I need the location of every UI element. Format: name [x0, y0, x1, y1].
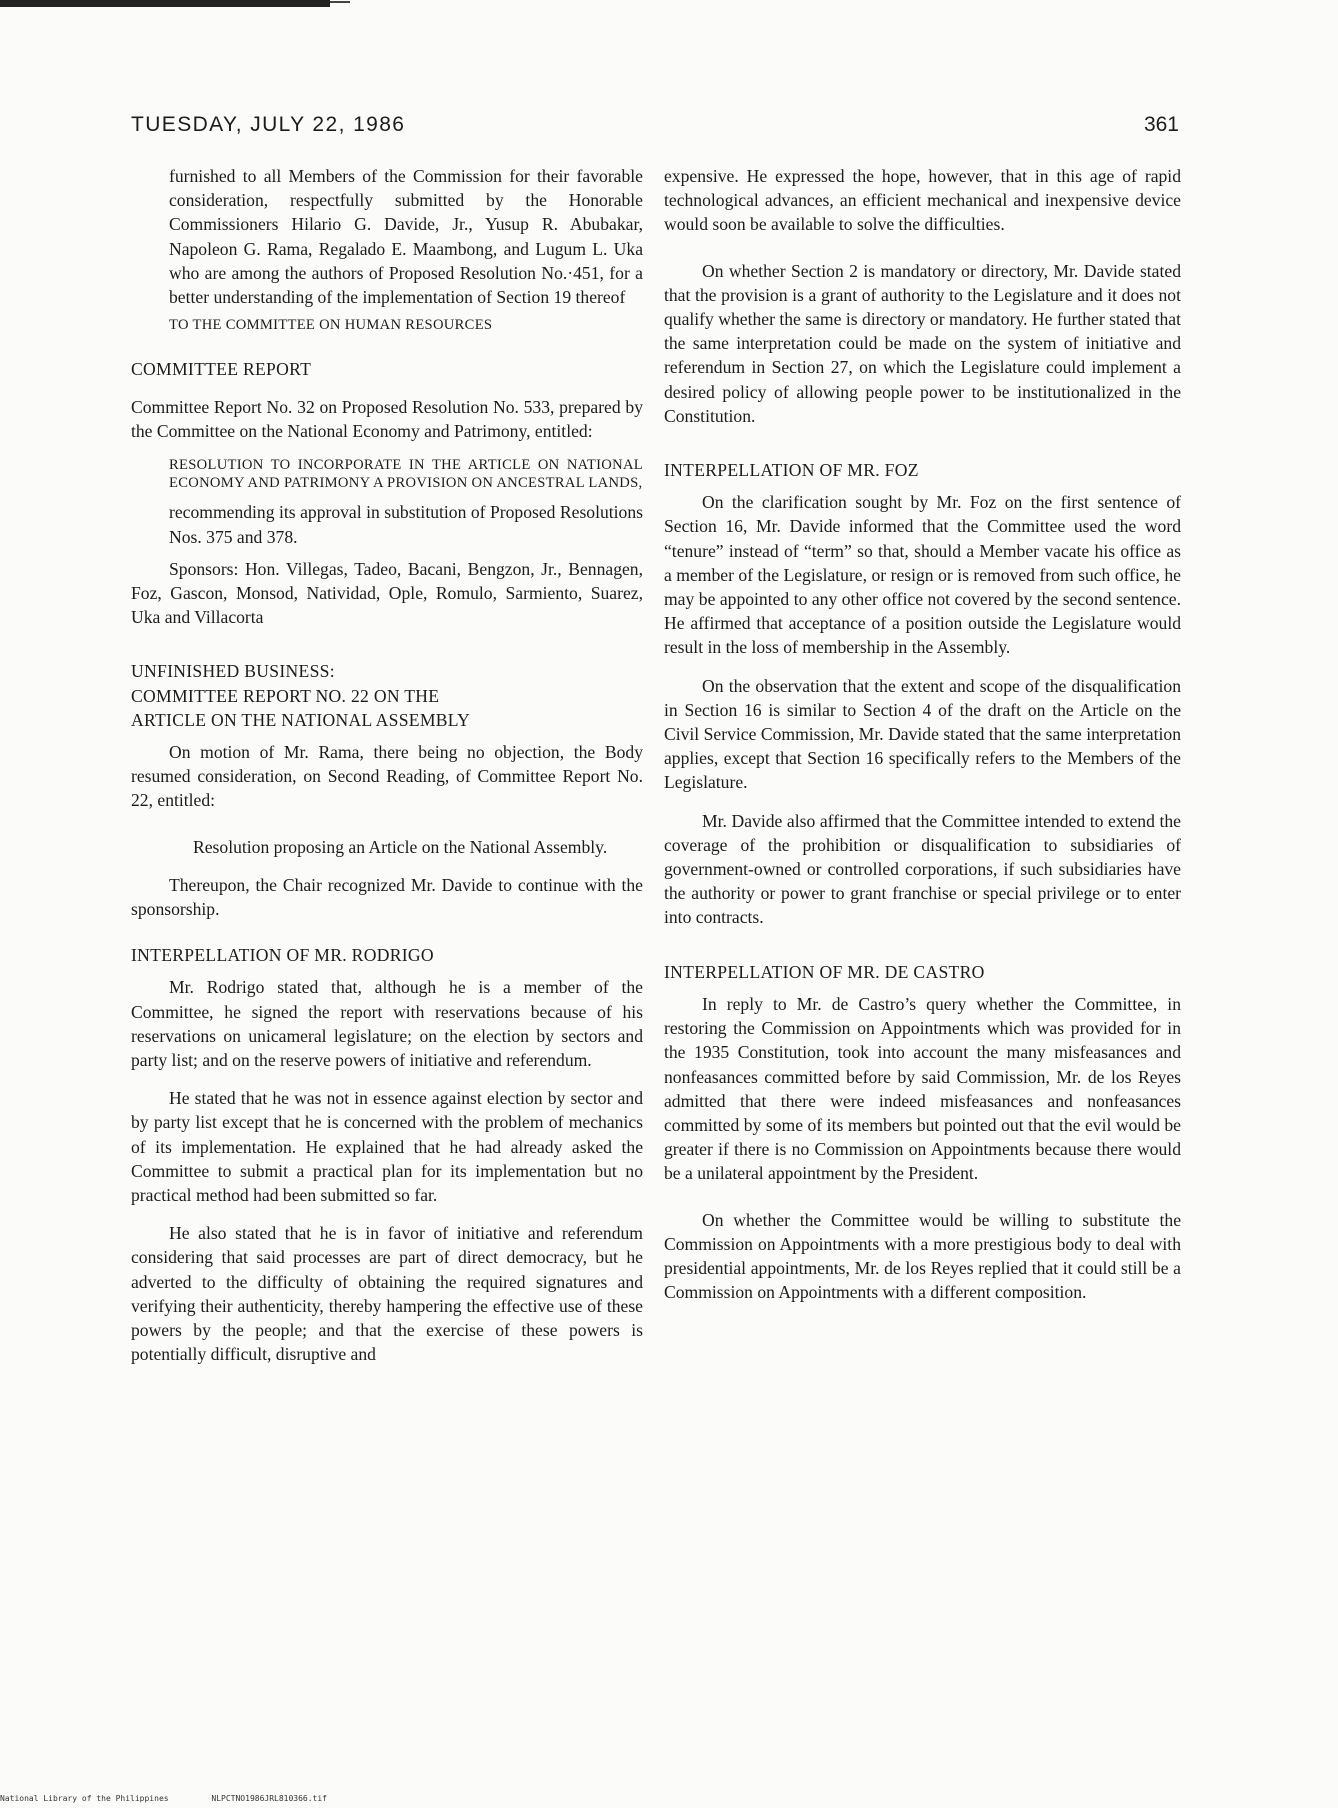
paragraph: furnished to all Members of the Commission for their favorable consideration, respectfully submitted by the Honorable Commissioners Hilario G. Davide, Jr., Yusup R. Abubakar, Napoleon G. Rama, Regalado E. Maambong, and Lugum L. Uka who are among the authors of Proposed Resolution No.·451, for a better understanding of the implementation of Section 19 thereof: [169, 166, 643, 308]
paragraph: In reply to Mr. de Castro’s query whether the Committee, in restoring the Commission on Appointments which was provided for in the 1935 Constitution, took into account the many misfeasances and nonfeasances committed before by said Commission, Mr. de los Reyes admitted that there were indeed misfeasances and nonfeasances committed by some of its members but pointed out that the evil would be greater if there is no Commission on Appointments because there would be a unilateral appointment by the President.: [664, 993, 1181, 1184]
paragraph: On the observation that the extent and scope of the disqualification in Section 16 is similar to Section 4 of the draft on the Article on the Civil Service Commission, Mr. Davide stated that the same interpretation applies, except that Section 16 specifically refers to the Members of the Legislature.: [664, 675, 1181, 793]
paragraph: On whether Section 2 is mandatory or directory, Mr. Davide stated that the provision is a grant of authority to the Legislature and it does not qualify whether the same is directory or mandatory. He further stated that the same interpretation could be made on the system of initiative and referendum in Section 27, on which the Legislature could implement a desired policy of allowing people power to be institutionalized in the Constitution.: [664, 260, 1181, 426]
scan-footer: [0, 1794, 365, 1803]
section-heading: INTERPELLATION OF MR. RODRIGO: [131, 945, 434, 966]
page-header: [131, 113, 1179, 143]
sponsors-list: Sponsors: Hon. Villegas, Tadeo, Bacani, Bengzon, Jr., Bennagen, Foz, Gascon, Monsod, Natividad, Ople, Romulo, Sarmiento, Suarez, Uka and Villacorta: [131, 558, 643, 628]
header-date: TUESDAY, JULY 22, 1986: [131, 113, 406, 136]
resolution-title: RESOLUTION TO INCORPORATE IN THE ARTICLE ON NATIONAL ECONOMY AND PATRIMONY A PROVISION ON ANCESTRAL LANDS,: [169, 457, 643, 491]
paragraph: He also stated that he is in favor of initiative and referendum considering that said processes are part of direct democracy, but he adverted to the difficulty of obtaining the required signatures and verifying their authenticity, thereby hampering the effective use of these powers by the people; and that the exercise of these powers is potentially difficult, disruptive and: [131, 1223, 643, 1365]
paragraph: On the clarification sought by Mr. Foz on the first sentence of Section 16, Mr. Davide informed that the Committee used the word “tenure” instead of “term” so that, should a Member vacate his office as a member of the Legislature, or resign or is removed from such office, he may be appointed to any other office not covered by the second sentence. He affirmed that acceptance of a position outside the Legislature would result in the loss of membership in the Assembly.: [664, 492, 1181, 658]
top-border-rule: [0, 0, 330, 7]
paragraph: On motion of Mr. Rama, there being no objection, the Body resumed consideration, on Second Reading, of Committee Report No. 22, entitled:: [131, 741, 643, 811]
referral-line: TO THE COMMITTEE ON HUMAN RESOURCES: [169, 317, 493, 334]
paragraph: recommending its approval in substitution of Proposed Resolutions Nos. 375 and 378.: [169, 502, 643, 547]
left-column: [131, 164, 643, 1366]
footer-file-id: NLPCTNO1986JRL810366.tif: [211, 1794, 327, 1803]
paragraph: Mr. Rodrigo stated that, although he is a member of the Committee, he signed the report with reservations because of his reservations on unicameral legislature; on the election by sectors and party list; and on the reserve powers of initiative and referendum.: [131, 977, 643, 1070]
section-heading: INTERPELLATION OF MR. FOZ: [664, 460, 919, 481]
paragraph: He stated that he was not in essence against election by sector and by party list except that he is concerned with the problem of mechanics of its implementation. He explained that he had already asked the Committee to submit a practical plan for its implementation but no practical method had been submitted so far.: [131, 1088, 643, 1205]
top-border-fragment: [330, 1, 350, 3]
section-heading: UNFINISHED BUSINESS:: [131, 661, 335, 682]
section-heading: COMMITTEE REPORT NO. 22 ON THE: [131, 685, 440, 706]
paragraph: On whether the Committee would be willing to substitute the Commission on Appointments with a more prestigious body to deal with presidential appointments, Mr. de los Reyes replied that it could still be a Commission on Appointments with a different composition.: [664, 1209, 1181, 1303]
section-heading: ARTICLE ON THE NATIONAL ASSEMBLY: [131, 709, 471, 730]
section-heading: COMMITTEE REPORT: [131, 358, 312, 379]
page-number: 361: [1143, 113, 1179, 136]
section-heading: INTERPELLATION OF MR. DE CASTRO: [664, 961, 985, 982]
resolution-title: Resolution proposing an Article on the National Assembly.: [193, 836, 608, 857]
paragraph: Thereupon, the Chair recognized Mr. Davide to continue with the sponsorship.: [131, 874, 643, 919]
footer-library: National Library of the Philippines: [0, 1794, 169, 1803]
paragraph: Mr. Davide also affirmed that the Committee intended to extend the coverage of the prohibition or disqualification to subsidiaries of government-owned or controlled corporations, if such subsidiaries have the authority or power to grant franchise or special privilege or to enter into contracts.: [664, 810, 1181, 928]
paragraph: expensive. He expressed the hope, however, that in this age of rapid technological advances, an efficient mechanical and inexpensive device would soon be available to solve the difficulties.: [664, 166, 1181, 235]
paragraph: Committee Report No. 32 on Proposed Resolution No. 533, prepared by the Committee on the National Economy and Patrimony, entitled:: [131, 396, 643, 442]
right-column: [664, 164, 1181, 1304]
